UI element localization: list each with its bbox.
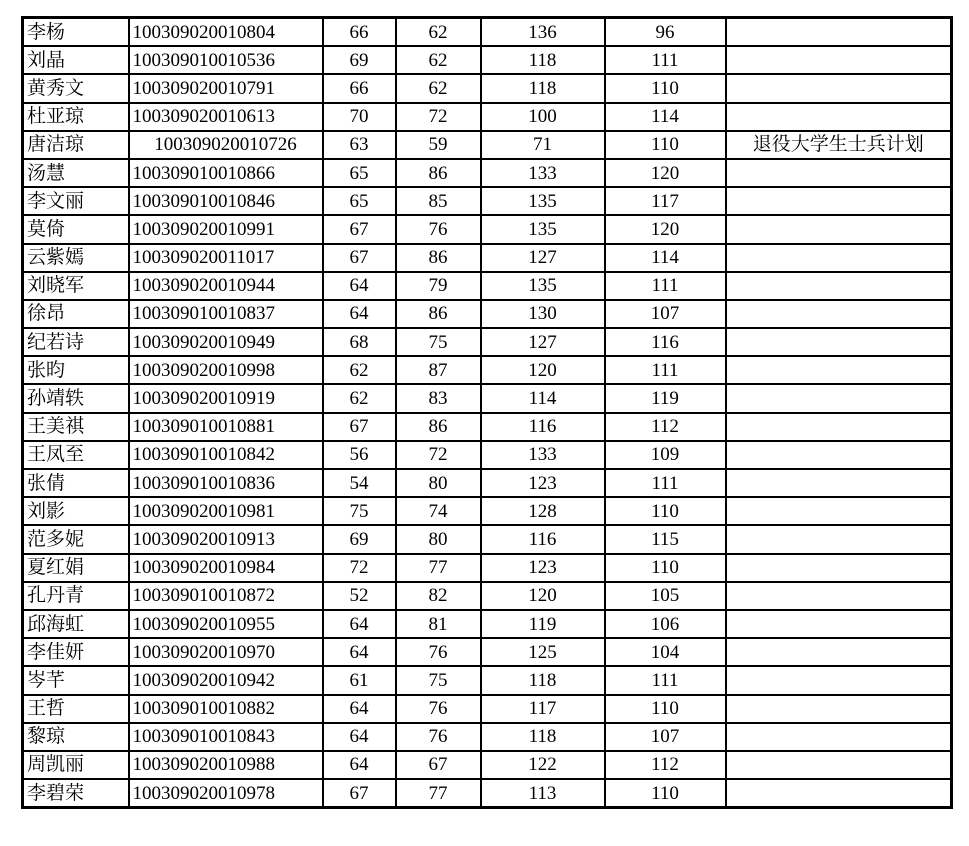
score1-cell: 54 [323,469,396,497]
score2-cell: 82 [396,582,481,610]
id-cell: 100309020010944 [129,272,323,300]
score2-cell: 67 [396,751,481,779]
id-cell: 100309020010613 [129,103,323,131]
remark-cell [726,666,952,694]
score1-cell: 64 [323,272,396,300]
table-row [23,159,952,187]
score2-cell: 80 [396,525,481,553]
score4-cell: 110 [605,695,726,723]
name-cell: 王美祺 [23,413,129,441]
id-cell: 100309020010942 [129,666,323,694]
id-cell: 100309020010988 [129,751,323,779]
score2-cell: 62 [396,18,481,47]
score4-cell: 114 [605,244,726,272]
name-cell: 黄秀文 [23,74,129,102]
score4-cell: 119 [605,384,726,412]
name-cell: 张倩 [23,469,129,497]
id-cell: 100309010010842 [129,441,323,469]
score2-cell: 83 [396,384,481,412]
table-row [23,469,952,497]
table-row [23,74,952,102]
score1-cell: 67 [323,244,396,272]
score4-cell: 110 [605,779,726,808]
name-cell: 纪若诗 [23,328,129,356]
score1-cell: 64 [323,610,396,638]
id-cell: 100309020010998 [129,356,323,384]
remark-cell [726,356,952,384]
score1-cell: 61 [323,666,396,694]
name-cell: 刘晓军 [23,272,129,300]
table-row [23,328,952,356]
score3-cell: 120 [481,356,605,384]
score2-cell: 86 [396,300,481,328]
remark-cell [726,215,952,243]
table-row [23,695,952,723]
score4-cell: 120 [605,159,726,187]
score3-cell: 127 [481,244,605,272]
score2-cell: 87 [396,356,481,384]
table-row [23,666,952,694]
score2-cell: 62 [396,74,481,102]
table-row [23,638,952,666]
id-cell: 100309020010978 [129,779,323,808]
remark-cell [726,779,952,808]
table-row [23,103,952,131]
remark-cell [726,74,952,102]
table-row [23,46,952,74]
remark-cell [726,638,952,666]
score1-cell: 72 [323,554,396,582]
score1-cell: 67 [323,413,396,441]
score1-cell: 68 [323,328,396,356]
table-row [23,723,952,751]
score4-cell: 111 [605,469,726,497]
table-row [23,441,952,469]
score3-cell: 116 [481,525,605,553]
name-cell: 李碧荣 [23,779,129,808]
score2-cell: 75 [396,328,481,356]
student-score-table [21,16,953,809]
remark-cell [726,413,952,441]
score1-cell: 70 [323,103,396,131]
id-cell: 100309020010913 [129,525,323,553]
name-cell: 范多妮 [23,525,129,553]
table-row [23,18,952,47]
remark-cell [726,300,952,328]
score4-cell: 111 [605,46,726,74]
table-row [23,582,952,610]
name-cell: 黎琼 [23,723,129,751]
name-cell: 张昀 [23,356,129,384]
score4-cell: 110 [605,497,726,525]
id-cell: 100309020011017 [129,244,323,272]
name-cell: 李文丽 [23,187,129,215]
id-cell: 100309010010837 [129,300,323,328]
score1-cell: 75 [323,497,396,525]
score2-cell: 77 [396,554,481,582]
score4-cell: 106 [605,610,726,638]
score4-cell: 110 [605,554,726,582]
score3-cell: 135 [481,187,605,215]
id-cell: 100309020010984 [129,554,323,582]
id-cell: 100309010010536 [129,46,323,74]
score4-cell: 114 [605,103,726,131]
score4-cell: 117 [605,187,726,215]
name-cell: 徐昂 [23,300,129,328]
id-cell: 100309020010970 [129,638,323,666]
remark-cell [726,103,952,131]
remark-cell [726,497,952,525]
score1-cell: 64 [323,695,396,723]
score3-cell: 71 [481,131,605,159]
remark-cell [726,441,952,469]
score1-cell: 66 [323,18,396,47]
score2-cell: 75 [396,666,481,694]
score3-cell: 130 [481,300,605,328]
score3-cell: 114 [481,384,605,412]
table-row [23,187,952,215]
score3-cell: 128 [481,497,605,525]
score3-cell: 125 [481,638,605,666]
score4-cell: 111 [605,272,726,300]
remark-cell [726,525,952,553]
score2-cell: 77 [396,779,481,808]
id-cell: 100309010010882 [129,695,323,723]
remark-cell [726,723,952,751]
table-row [23,356,952,384]
name-cell: 刘影 [23,497,129,525]
score2-cell: 76 [396,723,481,751]
score3-cell: 120 [481,582,605,610]
score2-cell: 81 [396,610,481,638]
score3-cell: 117 [481,695,605,723]
table-row [23,610,952,638]
score1-cell: 64 [323,751,396,779]
score3-cell: 100 [481,103,605,131]
table-row [23,497,952,525]
score1-cell: 65 [323,159,396,187]
score2-cell: 59 [396,131,481,159]
name-cell: 王哲 [23,695,129,723]
name-cell: 孙靖轶 [23,384,129,412]
name-cell: 夏红娟 [23,554,129,582]
score1-cell: 66 [323,74,396,102]
remark-cell [726,751,952,779]
score3-cell: 123 [481,469,605,497]
score3-cell: 118 [481,46,605,74]
id-cell: 100309020010726 [129,131,323,159]
score3-cell: 135 [481,272,605,300]
score4-cell: 120 [605,215,726,243]
name-cell: 云紫嫣 [23,244,129,272]
score1-cell: 69 [323,525,396,553]
score4-cell: 107 [605,300,726,328]
id-cell: 100309020010981 [129,497,323,525]
score1-cell: 62 [323,356,396,384]
name-cell: 岑芊 [23,666,129,694]
id-cell: 100309010010836 [129,469,323,497]
remark-cell [726,328,952,356]
remark-cell [726,187,952,215]
remark-cell [726,272,952,300]
score3-cell: 123 [481,554,605,582]
score4-cell: 115 [605,525,726,553]
score2-cell: 62 [396,46,481,74]
score2-cell: 76 [396,695,481,723]
name-cell: 李佳妍 [23,638,129,666]
score1-cell: 64 [323,638,396,666]
name-cell: 莫倚 [23,215,129,243]
score3-cell: 116 [481,413,605,441]
table-row [23,384,952,412]
table-row [23,131,952,159]
score4-cell: 110 [605,74,726,102]
score2-cell: 86 [396,159,481,187]
score3-cell: 118 [481,723,605,751]
score4-cell: 96 [605,18,726,47]
score3-cell: 113 [481,779,605,808]
table-row [23,525,952,553]
remark-cell [726,582,952,610]
table-row [23,244,952,272]
id-cell: 100309010010872 [129,582,323,610]
score2-cell: 72 [396,103,481,131]
score1-cell: 56 [323,441,396,469]
table-row [23,300,952,328]
name-cell: 唐洁琼 [23,131,129,159]
id-cell: 100309020010949 [129,328,323,356]
score4-cell: 116 [605,328,726,356]
score3-cell: 127 [481,328,605,356]
remark-cell [726,18,952,47]
score4-cell: 105 [605,582,726,610]
score4-cell: 110 [605,131,726,159]
score1-cell: 69 [323,46,396,74]
id-cell: 100309020010919 [129,384,323,412]
id-cell: 100309020010791 [129,74,323,102]
remark-cell: 退役大学生士兵计划 [726,131,952,159]
score2-cell: 76 [396,215,481,243]
score3-cell: 119 [481,610,605,638]
table-row [23,272,952,300]
id-cell: 100309020010804 [129,18,323,47]
id-cell: 100309010010846 [129,187,323,215]
remark-cell [726,46,952,74]
remark-cell [726,469,952,497]
id-cell: 100309020010955 [129,610,323,638]
name-cell: 周凯丽 [23,751,129,779]
remark-cell [726,244,952,272]
remark-cell [726,159,952,187]
score1-cell: 64 [323,723,396,751]
id-cell: 100309010010881 [129,413,323,441]
score4-cell: 107 [605,723,726,751]
id-cell: 100309010010843 [129,723,323,751]
score2-cell: 79 [396,272,481,300]
id-cell: 100309010010866 [129,159,323,187]
score2-cell: 86 [396,413,481,441]
score1-cell: 67 [323,215,396,243]
score1-cell: 64 [323,300,396,328]
score1-cell: 65 [323,187,396,215]
score4-cell: 112 [605,751,726,779]
score2-cell: 72 [396,441,481,469]
name-cell: 刘晶 [23,46,129,74]
score3-cell: 133 [481,441,605,469]
score2-cell: 74 [396,497,481,525]
table-body [23,18,952,808]
score4-cell: 112 [605,413,726,441]
name-cell: 王凤至 [23,441,129,469]
score1-cell: 63 [323,131,396,159]
remark-cell [726,610,952,638]
score4-cell: 111 [605,666,726,694]
score4-cell: 109 [605,441,726,469]
score3-cell: 133 [481,159,605,187]
score4-cell: 104 [605,638,726,666]
score3-cell: 136 [481,18,605,47]
score2-cell: 76 [396,638,481,666]
score1-cell: 62 [323,384,396,412]
score3-cell: 122 [481,751,605,779]
score3-cell: 118 [481,74,605,102]
score1-cell: 67 [323,779,396,808]
name-cell: 李杨 [23,18,129,47]
table-row [23,751,952,779]
id-cell: 100309020010991 [129,215,323,243]
score3-cell: 118 [481,666,605,694]
score1-cell: 52 [323,582,396,610]
score3-cell: 135 [481,215,605,243]
score2-cell: 80 [396,469,481,497]
score2-cell: 85 [396,187,481,215]
remark-cell [726,384,952,412]
name-cell: 孔丹青 [23,582,129,610]
table-row [23,413,952,441]
score2-cell: 86 [396,244,481,272]
name-cell: 杜亚琼 [23,103,129,131]
score4-cell: 111 [605,356,726,384]
remark-cell [726,695,952,723]
table-row [23,215,952,243]
table-row [23,779,952,808]
name-cell: 汤慧 [23,159,129,187]
name-cell: 邱海虹 [23,610,129,638]
table-row [23,554,952,582]
remark-cell [726,554,952,582]
